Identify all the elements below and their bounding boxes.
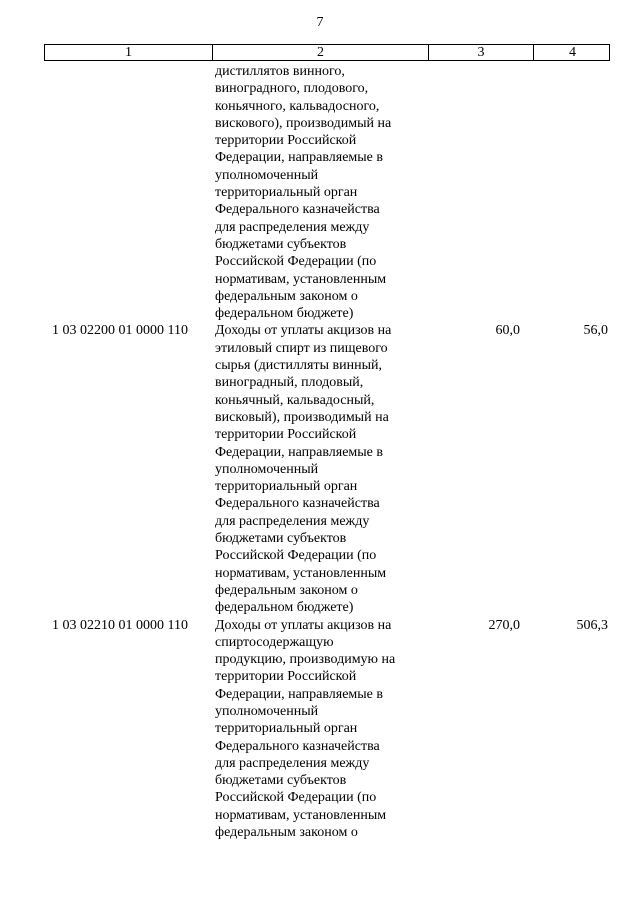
revenue-description: Доходы от уплаты акцизов на спиртосодержащую продукцию, производимую на территории Российской Федерации, направляемые в уполномоченный территориальный орган Федерального казначейства для распределения между бюджетами субъектов Российской Федерации (по нормативам, установленным федеральным законом о [215,617,396,841]
header-cell-2: 2 [212,45,428,60]
header-cell-1: 1 [125,45,132,60]
header-cell-4: 4 [533,45,611,60]
budget-code: 1 03 02210 01 0000 110 [52,617,188,633]
amount-col4 [532,63,610,322]
table-row [44,63,610,322]
budget-code [44,63,211,322]
page-number: 7 [316,15,324,30]
header-cell-3: 3 [428,45,533,60]
revenue-description: дистиллятов винного, виноградного, плодового, коньячного, кальвадосного, вискового), производимый на территории Российской Федерации, направляемые в уполномоченный территориальный орган Федерального казначейства для распределения между бюджетами субъектов Российской Федерации (по нормативам, установленным федеральным законом о федеральном бюджете) [215,64,392,322]
table-row [44,322,610,616]
budget-code: 1 03 02200 01 0000 110 [52,323,188,339]
amount-col3: 270,0 [488,617,520,633]
revenue-description: Доходы от уплаты акцизов на этиловый спирт из пищевого сырья (дистилляты винный, виноградный, плодовый, коньячный, кальвадосный, висковый), производимый на территории Российской Федерации, направляемые в уполномоченный территориальный орган Федерального казначейства для распределения между бюджетами субъектов Российской Федерации (по нормативам, установленным федеральным законом о федеральном бюджете) [215,323,392,616]
table-row [44,617,610,842]
amount-col4: 506,3 [576,617,608,633]
amount-col4: 56,0 [583,323,608,339]
amount-col3 [427,63,532,322]
amount-col3: 60,0 [495,323,520,339]
table-header [44,44,610,61]
table-body [44,63,610,841]
